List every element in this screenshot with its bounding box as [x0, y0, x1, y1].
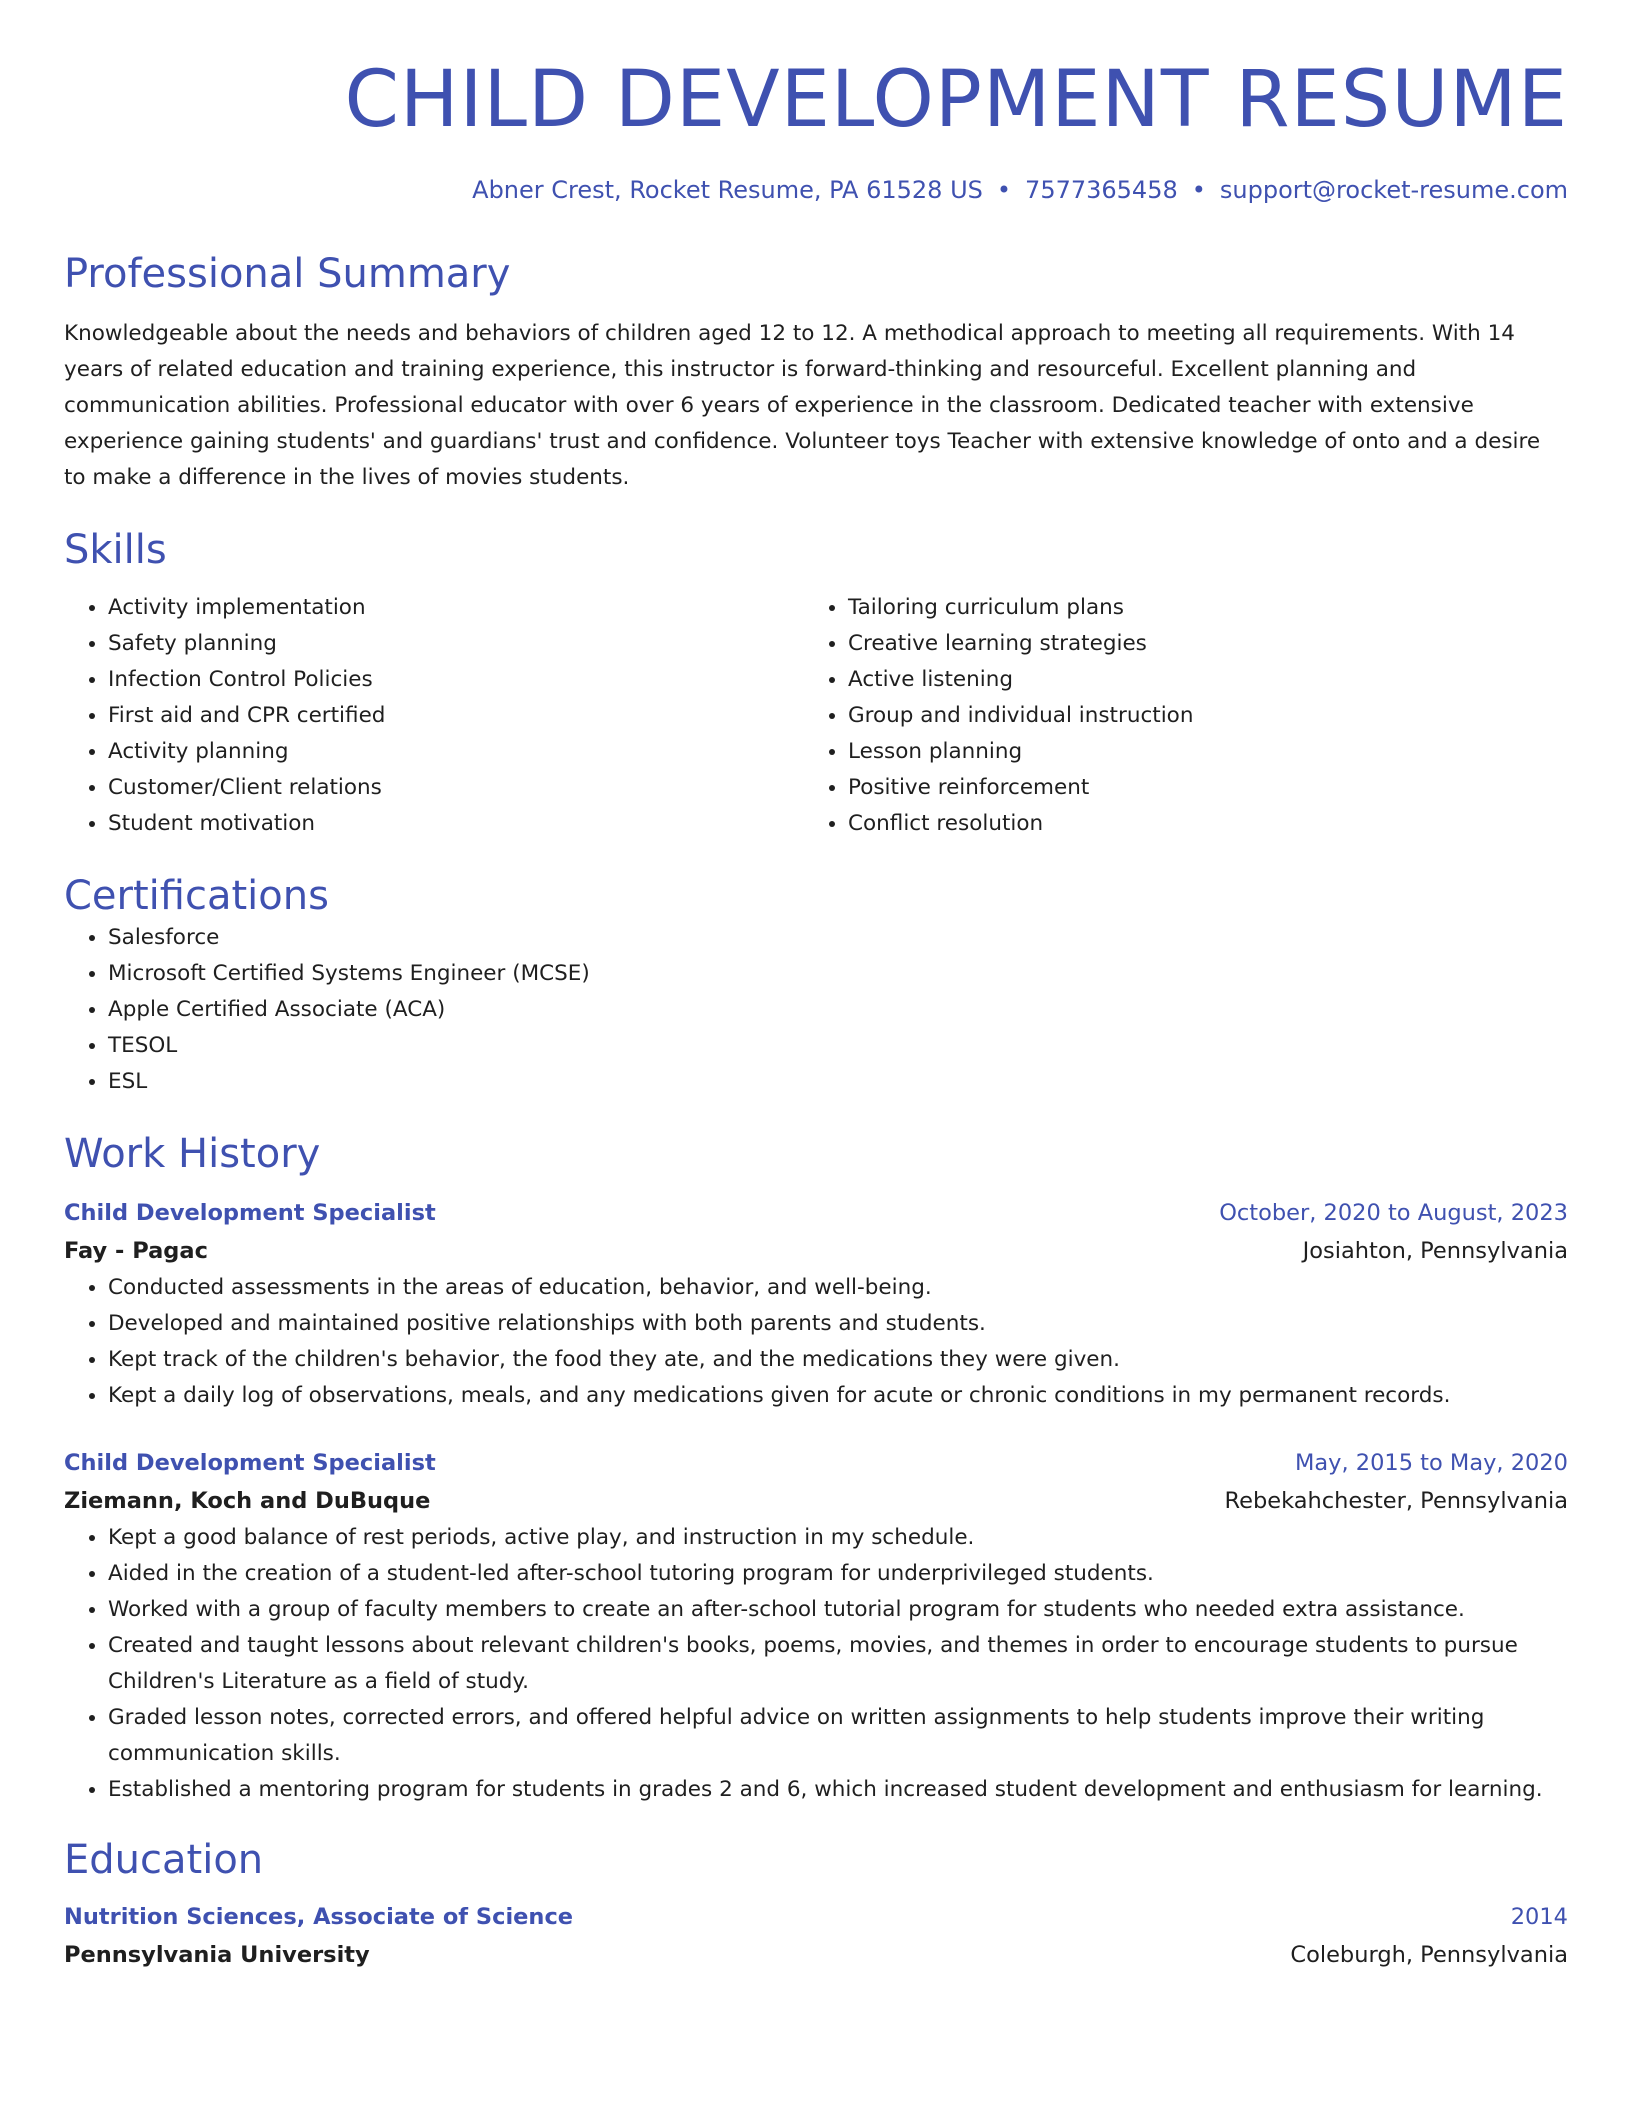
- skills-grid: [64, 590, 1568, 842]
- contact-phone: 7577365458: [1025, 175, 1178, 204]
- skill-item: • Infection Control Policies: [108, 662, 804, 698]
- education-heading: Education: [64, 1837, 264, 1884]
- certification-item: • Salesforce: [108, 920, 1568, 956]
- certifications-heading: Certifications: [64, 873, 329, 920]
- job-entry: [64, 1444, 1568, 1808]
- education-location: Coleburgh, Pennsylvania: [1290, 1942, 1568, 1969]
- certifications-section: [64, 872, 1568, 1100]
- job-title-row: [64, 1194, 1568, 1232]
- skill-item: • Student motivation: [108, 806, 804, 842]
- job-duty: • Developed and maintained positive relationships with both parents and students.: [108, 1306, 1568, 1342]
- job-location: Josiahton, Pennsylvania: [1302, 1238, 1568, 1265]
- skill-item: • First aid and CPR certified: [108, 698, 804, 734]
- certification-item: • Apple Certified Associate (ACA): [108, 992, 1568, 1028]
- certifications-list: [64, 920, 1568, 1100]
- skill-item: • Creative learning strategies: [848, 626, 1568, 662]
- resume-title: CHILD DEVELOPMENT RESUME: [344, 55, 1568, 145]
- skills-section: [64, 526, 1568, 842]
- certification-item: • ESL: [108, 1064, 1568, 1100]
- education-degree: Nutrition Sciences, Associate of Science: [64, 1904, 574, 1931]
- skill-item: • Lesson planning: [848, 734, 1568, 770]
- job-duty: • Created and taught lessons about relevant children's books, poems, movies, and themes in order to encourage students to pursue Children's Literature as a field of study.: [108, 1628, 1568, 1700]
- education-entry: [64, 1898, 1568, 1974]
- skill-item: • Safety planning: [108, 626, 804, 662]
- education-school-row: [64, 1936, 1568, 1974]
- contact-separator: •: [1191, 175, 1206, 204]
- skills-list-left: [64, 590, 804, 842]
- work-history-heading: Work History: [64, 1131, 321, 1178]
- education-school: Pennsylvania University: [64, 1942, 370, 1969]
- contact-email: support@rocket-resume.com: [1219, 175, 1568, 204]
- summary-heading: Professional Summary: [64, 251, 511, 298]
- job-dates: October, 2020 to August, 2023: [1219, 1200, 1568, 1227]
- job-company: Fay - Pagac: [64, 1238, 208, 1265]
- contact-address: Abner Crest, Rocket Resume, PA 61528 US: [472, 175, 983, 204]
- certification-item: • TESOL: [108, 1028, 1568, 1064]
- job-title-row: [64, 1444, 1568, 1482]
- job-company-row: [64, 1482, 1568, 1520]
- job-duty: • Established a mentoring program for students in grades 2 and 6, which increased student development and enthusiasm for learning.: [108, 1772, 1568, 1808]
- skill-item: • Active listening: [848, 662, 1568, 698]
- skills-heading: Skills: [64, 527, 167, 574]
- job-duties-list: [64, 1520, 1568, 1808]
- skill-item: • Conflict resolution: [848, 806, 1568, 842]
- job-duty: • Kept track of the children's behavior, the food they ate, and the medications they were given.: [108, 1342, 1568, 1378]
- skill-item: • Group and individual instruction: [848, 698, 1568, 734]
- skills-list-right: [804, 590, 1568, 842]
- resume-header: [64, 56, 1568, 204]
- skill-item: • Tailoring curriculum plans: [848, 590, 1568, 626]
- job-duty: • Worked with a group of faculty members to create an after-school tutorial program for students who needed extra assistance.: [108, 1592, 1568, 1628]
- job-entry: [64, 1194, 1568, 1414]
- job-title: Child Development Specialist: [64, 1200, 436, 1227]
- skill-item: • Positive reinforcement: [848, 770, 1568, 806]
- skill-item: • Activity implementation: [108, 590, 804, 626]
- contact-separator: •: [996, 175, 1012, 204]
- job-duty: • Aided in the creation of a student-led after-school tutoring program for underprivileged students.: [108, 1556, 1568, 1592]
- job-title: Child Development Specialist: [64, 1450, 436, 1477]
- education-section: [64, 1836, 1568, 1974]
- certification-item: • Microsoft Certified Systems Engineer (MCSE): [108, 956, 1568, 992]
- skill-item: • Customer/Client relations: [108, 770, 804, 806]
- job-duty: • Kept a daily log of observations, meals, and any medications given for acute or chronic conditions in my permanent records.: [108, 1378, 1568, 1414]
- job-duties-list: [64, 1270, 1568, 1414]
- work-history-section: [64, 1130, 1568, 1808]
- job-dates: May, 2015 to May, 2020: [1294, 1450, 1568, 1477]
- job-company: Ziemann, Koch and DuBuque: [64, 1488, 431, 1515]
- job-company-row: [64, 1232, 1568, 1270]
- job-duty: • Conducted assessments in the areas of education, behavior, and well-being.: [108, 1270, 1568, 1306]
- job-duty: • Graded lesson notes, corrected errors, and offered helpful advice on written assignments to help students improve their writing communication skills.: [108, 1700, 1568, 1772]
- education-degree-row: [64, 1898, 1568, 1936]
- summary-section: [64, 250, 1568, 496]
- contact-line: [64, 176, 1568, 205]
- job-location: Rebekahchester, Pennsylvania: [1224, 1488, 1568, 1515]
- education-year: 2014: [1510, 1904, 1568, 1931]
- summary-text: Knowledgeable about the needs and behaviors of children aged 12 to 12. A methodical approach to meeting all requirements. With 14 years of related education and training experience, this instructor is forward-thinking and resourceful. Excellent planning and communication abilities. Professional educator with over 6 years of experience in the classroom. Dedicated teacher with extensive experience gaining students' and guardians' trust and confidence. Volunteer toys Teacher with extensive knowledge of onto and a desire to make a difference in the lives of movies students.: [64, 321, 1541, 491]
- skill-item: • Activity planning: [108, 734, 804, 770]
- job-duty: • Kept a good balance of rest periods, active play, and instruction in my schedule.: [108, 1520, 1568, 1556]
